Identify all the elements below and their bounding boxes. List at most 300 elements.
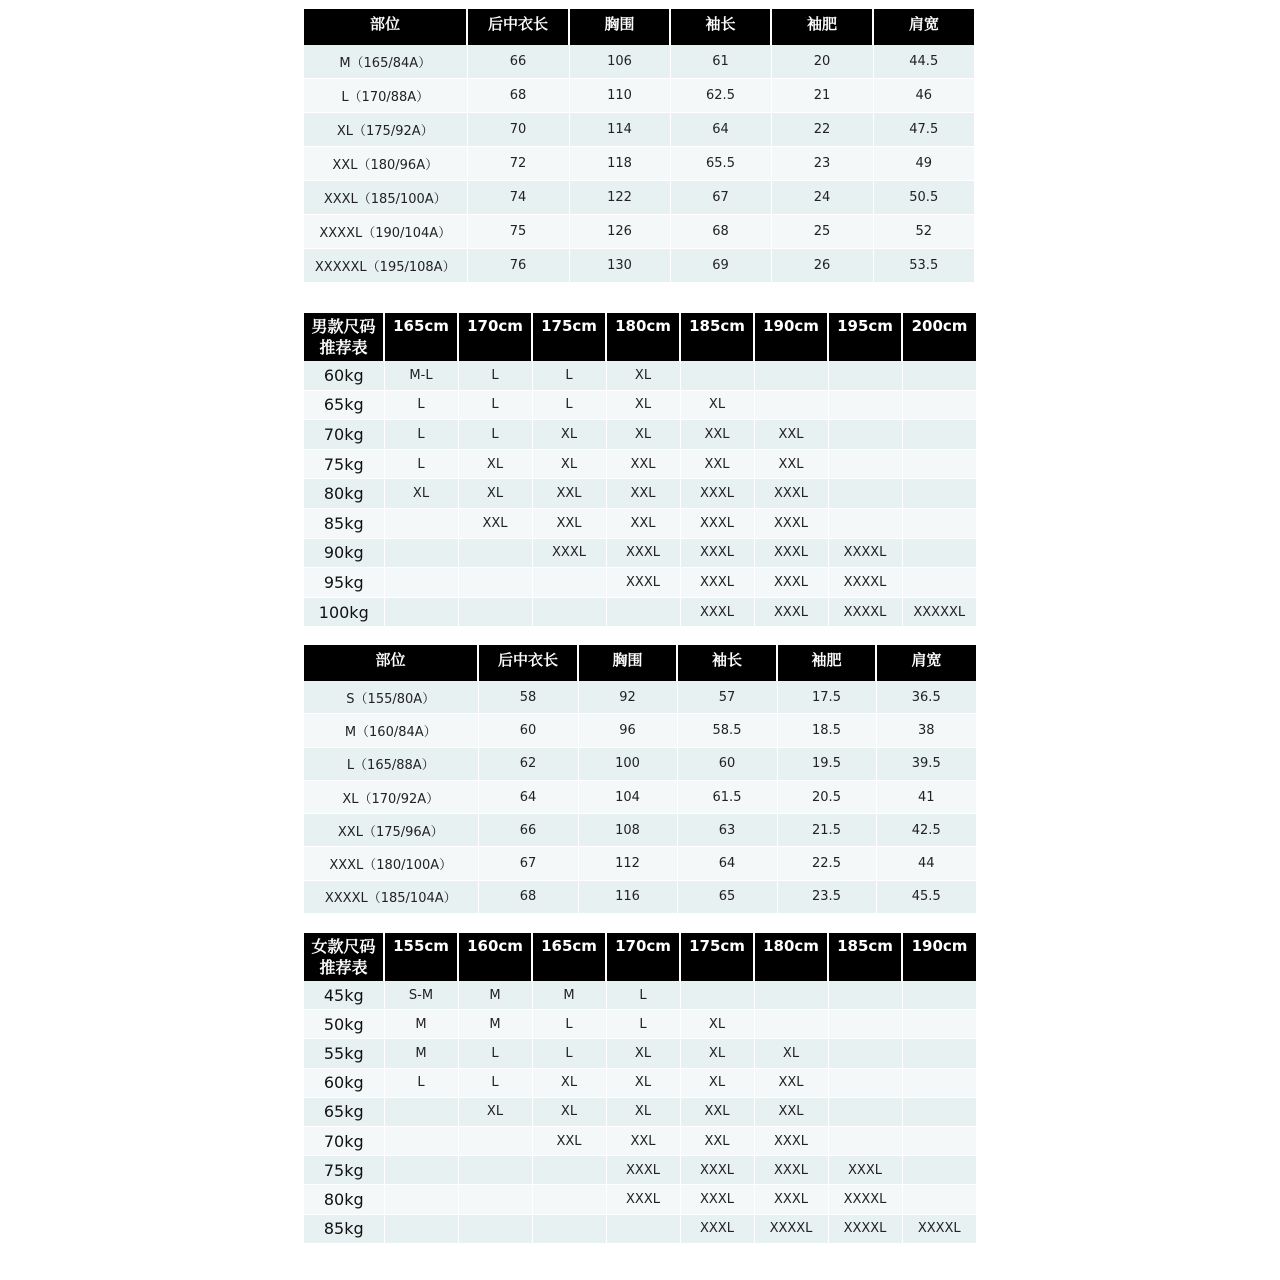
size-cell: XL bbox=[458, 1097, 532, 1126]
size-cell bbox=[532, 597, 606, 627]
size-cell bbox=[902, 568, 976, 598]
value-cell: 49 bbox=[873, 147, 974, 181]
size-cell: XL bbox=[384, 479, 458, 509]
value-cell: 68 bbox=[478, 880, 578, 913]
size-cell bbox=[458, 538, 532, 568]
value-cell: 130 bbox=[569, 249, 670, 283]
weight-label: 80kg bbox=[304, 479, 384, 509]
size-cell bbox=[384, 1214, 458, 1243]
table-row bbox=[304, 390, 976, 420]
size-cell: XXXXL bbox=[902, 1214, 976, 1243]
size-cell: XXXL bbox=[606, 1185, 680, 1214]
size-cell: L bbox=[384, 1068, 458, 1097]
men-measurement-table bbox=[304, 9, 974, 283]
value-cell: 21 bbox=[771, 79, 873, 113]
header-cell: 袖长 bbox=[670, 9, 771, 45]
size-cell bbox=[828, 508, 902, 538]
height-header: 160cm bbox=[458, 933, 532, 981]
weight-label: 85kg bbox=[304, 1214, 384, 1243]
value-cell: 75 bbox=[467, 215, 569, 249]
size-cell: XXL bbox=[532, 508, 606, 538]
value-cell: 61.5 bbox=[677, 780, 777, 813]
size-cell: XXL bbox=[754, 1068, 828, 1097]
value-cell: 53.5 bbox=[873, 249, 974, 283]
size-cell: XL bbox=[532, 1097, 606, 1126]
size-cell bbox=[532, 1185, 606, 1214]
value-cell: 58.5 bbox=[677, 714, 777, 747]
size-cell: L bbox=[458, 390, 532, 420]
table-row bbox=[304, 747, 976, 780]
height-header: 185cm bbox=[828, 933, 902, 981]
weight-label: 90kg bbox=[304, 538, 384, 568]
table-row bbox=[304, 113, 974, 147]
value-cell: 64 bbox=[677, 847, 777, 880]
size-cell: XXL bbox=[680, 1126, 754, 1155]
header-cell: 胸围 bbox=[569, 9, 670, 45]
size-cell bbox=[754, 361, 828, 390]
table-row bbox=[304, 880, 976, 913]
value-cell: 20.5 bbox=[777, 780, 876, 813]
women-measurement-table bbox=[304, 645, 976, 914]
size-cell: XXXL bbox=[754, 508, 828, 538]
value-cell: 22.5 bbox=[777, 847, 876, 880]
size-cell: XXL bbox=[606, 479, 680, 509]
size-cell: XXXXXL bbox=[902, 597, 976, 627]
size-cell: M bbox=[532, 981, 606, 1010]
size-cell: L bbox=[384, 420, 458, 450]
weight-label: 80kg bbox=[304, 1185, 384, 1214]
header-cell: 袖肥 bbox=[777, 645, 876, 681]
value-cell: 58 bbox=[478, 681, 578, 714]
value-cell: 100 bbox=[578, 747, 677, 780]
size-cell bbox=[754, 1010, 828, 1039]
value-cell: 68 bbox=[467, 79, 569, 113]
size-label: XL（175/92A） bbox=[304, 113, 467, 147]
size-label: XXXL（180/100A） bbox=[304, 847, 478, 880]
table-row bbox=[304, 479, 976, 509]
value-cell: 64 bbox=[670, 113, 771, 147]
size-cell: XXL bbox=[458, 508, 532, 538]
size-cell: XXL bbox=[606, 1126, 680, 1155]
weight-label: 75kg bbox=[304, 1156, 384, 1185]
size-label: M（160/84A） bbox=[304, 714, 478, 747]
value-cell: 65 bbox=[677, 880, 777, 913]
size-cell: XXXL bbox=[754, 1185, 828, 1214]
size-cell bbox=[384, 1126, 458, 1155]
size-cell: XXXXL bbox=[828, 568, 902, 598]
size-cell bbox=[606, 597, 680, 627]
size-cell bbox=[902, 981, 976, 1010]
men-size-recommendation-table bbox=[304, 313, 976, 627]
weight-label: 55kg bbox=[304, 1039, 384, 1068]
value-cell: 63 bbox=[677, 814, 777, 847]
header-cell: 肩宽 bbox=[876, 645, 976, 681]
size-cell bbox=[458, 1185, 532, 1214]
value-cell: 72 bbox=[467, 147, 569, 181]
size-cell bbox=[532, 1214, 606, 1243]
size-cell: XXXL bbox=[754, 597, 828, 627]
value-cell: 116 bbox=[578, 880, 677, 913]
value-cell: 18.5 bbox=[777, 714, 876, 747]
size-cell: XXXL bbox=[680, 508, 754, 538]
value-cell: 70 bbox=[467, 113, 569, 147]
value-cell: 96 bbox=[578, 714, 677, 747]
size-cell: XXXL bbox=[606, 1156, 680, 1185]
table-row bbox=[304, 538, 976, 568]
size-cell bbox=[458, 1214, 532, 1243]
size-cell bbox=[828, 1097, 902, 1126]
size-cell: XL bbox=[458, 449, 532, 479]
height-header: 190cm bbox=[754, 313, 828, 361]
size-cell: XXXL bbox=[606, 538, 680, 568]
height-header: 175cm bbox=[680, 933, 754, 981]
height-header: 155cm bbox=[384, 933, 458, 981]
height-header: 165cm bbox=[384, 313, 458, 361]
size-cell bbox=[384, 508, 458, 538]
size-label: L（170/88A） bbox=[304, 79, 467, 113]
size-label: S（155/80A） bbox=[304, 681, 478, 714]
size-cell: XL bbox=[680, 1068, 754, 1097]
size-cell bbox=[828, 449, 902, 479]
size-cell: L bbox=[606, 1010, 680, 1039]
size-cell: XXXL bbox=[680, 1214, 754, 1243]
height-header: 175cm bbox=[532, 313, 606, 361]
size-cell: L bbox=[532, 1010, 606, 1039]
value-cell: 52 bbox=[873, 215, 974, 249]
size-label: XXXXL（185/104A） bbox=[304, 880, 478, 913]
value-cell: 67 bbox=[670, 181, 771, 215]
value-cell: 44.5 bbox=[873, 45, 974, 79]
value-cell: 44 bbox=[876, 847, 976, 880]
size-cell: L bbox=[606, 981, 680, 1010]
weight-label: 70kg bbox=[304, 1126, 384, 1155]
size-cell bbox=[902, 1126, 976, 1155]
size-cell bbox=[902, 1097, 976, 1126]
value-cell: 66 bbox=[478, 814, 578, 847]
table-title: 女款尺码 推荐表 bbox=[304, 933, 384, 981]
table-row bbox=[304, 681, 976, 714]
size-cell: XL bbox=[606, 1097, 680, 1126]
value-cell: 112 bbox=[578, 847, 677, 880]
header-cell: 胸围 bbox=[578, 645, 677, 681]
value-cell: 61 bbox=[670, 45, 771, 79]
size-cell: XXXXL bbox=[828, 538, 902, 568]
weight-label: 65kg bbox=[304, 390, 384, 420]
size-cell bbox=[902, 1039, 976, 1068]
size-cell: XXL bbox=[680, 449, 754, 479]
size-label: XL（170/92A） bbox=[304, 780, 478, 813]
size-cell: XL bbox=[606, 390, 680, 420]
size-cell: XXL bbox=[680, 420, 754, 450]
value-cell: 60 bbox=[677, 747, 777, 780]
value-cell: 62 bbox=[478, 747, 578, 780]
size-cell: XXXL bbox=[754, 568, 828, 598]
value-cell: 76 bbox=[467, 249, 569, 283]
value-cell: 39.5 bbox=[876, 747, 976, 780]
size-cell bbox=[828, 1010, 902, 1039]
value-cell: 69 bbox=[670, 249, 771, 283]
value-cell: 74 bbox=[467, 181, 569, 215]
table-row bbox=[304, 147, 974, 181]
size-cell: XXXL bbox=[680, 568, 754, 598]
size-cell: XXXL bbox=[532, 538, 606, 568]
size-cell: XXL bbox=[606, 449, 680, 479]
size-cell bbox=[384, 597, 458, 627]
size-cell bbox=[828, 479, 902, 509]
size-cell: L bbox=[458, 420, 532, 450]
size-label: XXXL（185/100A） bbox=[304, 181, 467, 215]
value-cell: 65.5 bbox=[670, 147, 771, 181]
size-cell bbox=[902, 1068, 976, 1097]
value-cell: 23 bbox=[771, 147, 873, 181]
size-label: XXXXL（190/104A） bbox=[304, 215, 467, 249]
table-row bbox=[304, 45, 974, 79]
size-label: M（165/84A） bbox=[304, 45, 467, 79]
size-cell: XL bbox=[606, 1039, 680, 1068]
table-row bbox=[304, 1126, 976, 1155]
size-cell bbox=[458, 1126, 532, 1155]
height-header: 170cm bbox=[606, 933, 680, 981]
value-cell: 57 bbox=[677, 681, 777, 714]
value-cell: 19.5 bbox=[777, 747, 876, 780]
value-cell: 38 bbox=[876, 714, 976, 747]
size-cell: XL bbox=[532, 449, 606, 479]
table-row bbox=[304, 1156, 976, 1185]
size-cell bbox=[828, 1068, 902, 1097]
size-cell bbox=[384, 1185, 458, 1214]
weight-label: 95kg bbox=[304, 568, 384, 598]
table-row bbox=[304, 780, 976, 813]
height-header: 180cm bbox=[606, 313, 680, 361]
value-cell: 108 bbox=[578, 814, 677, 847]
value-cell: 45.5 bbox=[876, 880, 976, 913]
size-label: XXXXXL（195/108A） bbox=[304, 249, 467, 283]
size-cell: XXL bbox=[680, 1097, 754, 1126]
size-cell: L bbox=[384, 390, 458, 420]
size-cell: XXL bbox=[754, 449, 828, 479]
size-cell: XXXXL bbox=[828, 1185, 902, 1214]
size-cell: L bbox=[532, 361, 606, 390]
size-cell bbox=[754, 981, 828, 1010]
table-row bbox=[304, 981, 976, 1010]
size-cell bbox=[902, 449, 976, 479]
weight-label: 70kg bbox=[304, 420, 384, 450]
value-cell: 114 bbox=[569, 113, 670, 147]
size-cell bbox=[902, 390, 976, 420]
size-cell: XXXL bbox=[754, 538, 828, 568]
size-cell: L bbox=[384, 449, 458, 479]
size-cell: XXL bbox=[532, 479, 606, 509]
value-cell: 110 bbox=[569, 79, 670, 113]
size-cell bbox=[902, 420, 976, 450]
size-cell bbox=[754, 390, 828, 420]
value-cell: 23.5 bbox=[777, 880, 876, 913]
table-row bbox=[304, 508, 976, 538]
value-cell: 66 bbox=[467, 45, 569, 79]
size-cell: L bbox=[458, 1068, 532, 1097]
size-cell bbox=[828, 390, 902, 420]
table-row bbox=[304, 1097, 976, 1126]
table-row bbox=[304, 181, 974, 215]
size-cell bbox=[384, 538, 458, 568]
size-cell: XXXXL bbox=[828, 1214, 902, 1243]
header-cell: 后中衣长 bbox=[478, 645, 578, 681]
weight-label: 50kg bbox=[304, 1010, 384, 1039]
size-cell: XXXL bbox=[606, 568, 680, 598]
size-cell: XL bbox=[680, 1010, 754, 1039]
size-cell: XL bbox=[606, 1068, 680, 1097]
table-row bbox=[304, 847, 976, 880]
table-row bbox=[304, 714, 976, 747]
value-cell: 126 bbox=[569, 215, 670, 249]
weight-label: 100kg bbox=[304, 597, 384, 627]
size-cell bbox=[902, 538, 976, 568]
size-cell bbox=[902, 1185, 976, 1214]
size-cell bbox=[606, 1214, 680, 1243]
value-cell: 46 bbox=[873, 79, 974, 113]
size-cell: S-M bbox=[384, 981, 458, 1010]
size-cell: XL bbox=[754, 1039, 828, 1068]
size-cell: XXL bbox=[754, 1097, 828, 1126]
table-row bbox=[304, 215, 974, 249]
size-cell bbox=[458, 568, 532, 598]
size-cell: XXXL bbox=[680, 479, 754, 509]
size-cell: XXXL bbox=[754, 479, 828, 509]
value-cell: 42.5 bbox=[876, 814, 976, 847]
size-cell bbox=[902, 479, 976, 509]
header-cell: 部位 bbox=[304, 645, 478, 681]
size-cell bbox=[902, 1156, 976, 1185]
table-row bbox=[304, 1214, 976, 1243]
header-row bbox=[304, 645, 976, 681]
size-cell: XXL bbox=[754, 420, 828, 450]
size-cell: XXXL bbox=[754, 1126, 828, 1155]
value-cell: 60 bbox=[478, 714, 578, 747]
weight-label: 60kg bbox=[304, 361, 384, 390]
header-cell: 肩宽 bbox=[873, 9, 974, 45]
value-cell: 22 bbox=[771, 113, 873, 147]
header-row bbox=[304, 9, 974, 45]
size-cell: XXL bbox=[606, 508, 680, 538]
value-cell: 20 bbox=[771, 45, 873, 79]
size-cell: XXXL bbox=[680, 1185, 754, 1214]
size-cell: M bbox=[458, 981, 532, 1010]
size-cell bbox=[828, 1126, 902, 1155]
size-cell bbox=[828, 361, 902, 390]
header-cell: 袖肥 bbox=[771, 9, 873, 45]
height-header: 200cm bbox=[902, 313, 976, 361]
size-label: L（165/88A） bbox=[304, 747, 478, 780]
value-cell: 24 bbox=[771, 181, 873, 215]
value-cell: 92 bbox=[578, 681, 677, 714]
size-cell: XXXL bbox=[828, 1156, 902, 1185]
table-row bbox=[304, 420, 976, 450]
size-cell bbox=[902, 361, 976, 390]
height-header: 190cm bbox=[902, 933, 976, 981]
height-header: 180cm bbox=[754, 933, 828, 981]
size-cell bbox=[828, 981, 902, 1010]
size-cell: M bbox=[458, 1010, 532, 1039]
value-cell: 104 bbox=[578, 780, 677, 813]
size-cell: M bbox=[384, 1010, 458, 1039]
size-cell: XXXL bbox=[680, 597, 754, 627]
size-cell: L bbox=[458, 361, 532, 390]
height-header: 165cm bbox=[532, 933, 606, 981]
table-title: 男款尺码 推荐表 bbox=[304, 313, 384, 361]
table-row bbox=[304, 1010, 976, 1039]
header-row bbox=[304, 313, 976, 361]
size-cell bbox=[384, 568, 458, 598]
header-cell: 后中衣长 bbox=[467, 9, 569, 45]
table-row bbox=[304, 361, 976, 390]
table-row bbox=[304, 449, 976, 479]
value-cell: 36.5 bbox=[876, 681, 976, 714]
size-cell: XXXL bbox=[680, 1156, 754, 1185]
women-size-recommendation-table bbox=[304, 933, 976, 1244]
size-cell bbox=[902, 1010, 976, 1039]
weight-label: 45kg bbox=[304, 981, 384, 1010]
size-cell: L bbox=[532, 1039, 606, 1068]
size-cell: XXXL bbox=[680, 538, 754, 568]
size-cell: XXXXL bbox=[754, 1214, 828, 1243]
value-cell: 47.5 bbox=[873, 113, 974, 147]
table-row bbox=[304, 249, 974, 283]
weight-label: 85kg bbox=[304, 508, 384, 538]
size-cell: XL bbox=[606, 361, 680, 390]
size-cell bbox=[458, 1156, 532, 1185]
size-cell: XL bbox=[606, 420, 680, 450]
size-cell: XL bbox=[458, 479, 532, 509]
table-row bbox=[304, 568, 976, 598]
table-row bbox=[304, 79, 974, 113]
header-cell: 袖长 bbox=[677, 645, 777, 681]
size-label: XXL（180/96A） bbox=[304, 147, 467, 181]
table-row bbox=[304, 1185, 976, 1214]
size-cell: XXXL bbox=[754, 1156, 828, 1185]
size-cell: XXL bbox=[532, 1126, 606, 1155]
weight-label: 65kg bbox=[304, 1097, 384, 1126]
size-cell: L bbox=[532, 390, 606, 420]
value-cell: 26 bbox=[771, 249, 873, 283]
size-cell: XL bbox=[680, 390, 754, 420]
height-header: 170cm bbox=[458, 313, 532, 361]
size-cell: M bbox=[384, 1039, 458, 1068]
size-cell bbox=[532, 1156, 606, 1185]
table-row bbox=[304, 814, 976, 847]
size-cell: XL bbox=[532, 1068, 606, 1097]
size-label: XXL（175/96A） bbox=[304, 814, 478, 847]
size-cell bbox=[828, 1039, 902, 1068]
size-cell: XXXXL bbox=[828, 597, 902, 627]
value-cell: 68 bbox=[670, 215, 771, 249]
header-cell: 部位 bbox=[304, 9, 467, 45]
size-cell bbox=[828, 420, 902, 450]
table-row bbox=[304, 1068, 976, 1097]
value-cell: 122 bbox=[569, 181, 670, 215]
value-cell: 17.5 bbox=[777, 681, 876, 714]
value-cell: 41 bbox=[876, 780, 976, 813]
table-row bbox=[304, 1039, 976, 1068]
size-cell bbox=[458, 597, 532, 627]
size-cell bbox=[384, 1156, 458, 1185]
value-cell: 64 bbox=[478, 780, 578, 813]
header-row bbox=[304, 933, 976, 981]
size-cell bbox=[532, 568, 606, 598]
height-header: 185cm bbox=[680, 313, 754, 361]
value-cell: 118 bbox=[569, 147, 670, 181]
value-cell: 106 bbox=[569, 45, 670, 79]
size-cell bbox=[384, 1097, 458, 1126]
